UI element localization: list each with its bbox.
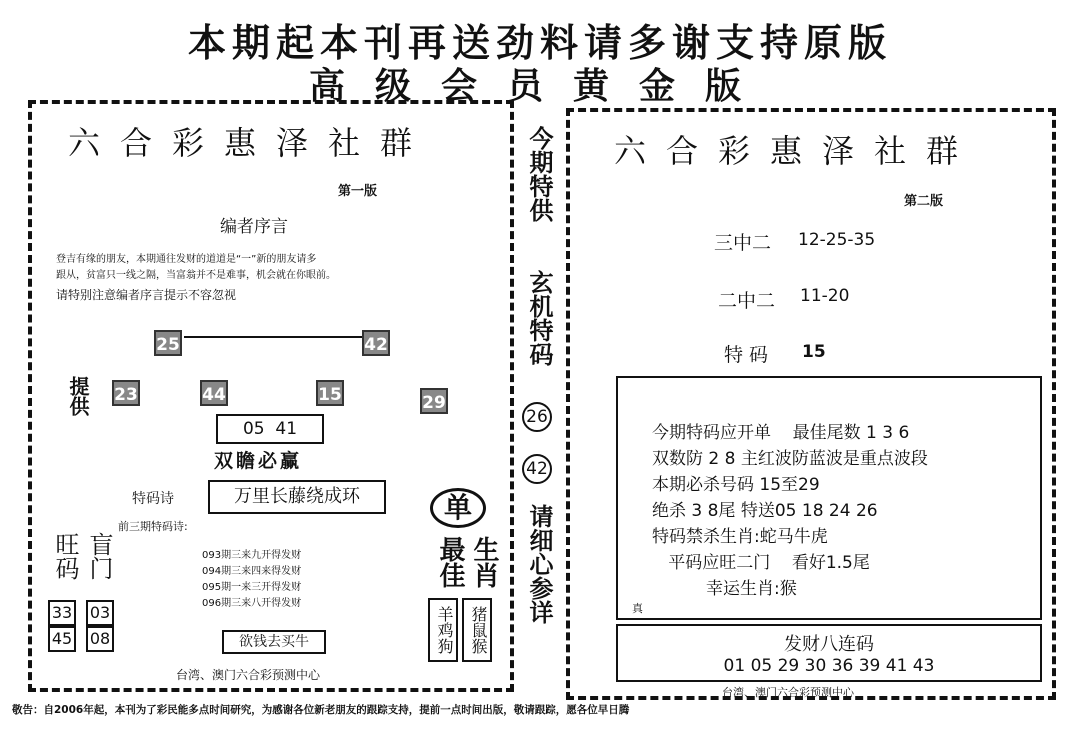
left-edition: 第一版 bbox=[338, 184, 378, 199]
info-line-6: 平码应旺二门 看好1.5尾 bbox=[652, 553, 870, 573]
zodiac-box-b: 猪鼠猴 bbox=[462, 598, 492, 662]
provide-number-4: 29 bbox=[420, 388, 448, 414]
row3-label: 特 码 bbox=[724, 344, 769, 366]
footer-note: 敬告：自2006年起，本刊为了彩民能多点时间研究，为感谢各位新老朋友的跟踪支持，提前一点时间出版，敬请跟踪，愿各位早日腾 bbox=[12, 704, 630, 716]
pair-box: 05 41 bbox=[216, 414, 324, 444]
prev-poem-1: 093期三来九开得发财 bbox=[202, 550, 302, 561]
header-line2: 高级会员黄金版 bbox=[308, 66, 771, 107]
info-line-1: 今期特码应开单 最佳尾数 1 3 6 bbox=[652, 423, 910, 443]
zodiac-box-a: 羊鸡狗 bbox=[428, 598, 458, 662]
info-corner-text: 真 bbox=[632, 602, 643, 615]
info-line-4: 绝杀 3 8尾 特送05 18 24 26 bbox=[652, 501, 878, 521]
info-box bbox=[616, 376, 1042, 620]
prosper-number-2: 45 bbox=[48, 626, 76, 652]
middle-bottom-text: 请细心参详 bbox=[525, 504, 553, 624]
blind-label: 盲门 bbox=[85, 532, 113, 580]
left-panel bbox=[28, 100, 514, 692]
eight-box bbox=[616, 624, 1042, 682]
prev-poem-2: 094期三来四来得发财 bbox=[202, 566, 302, 577]
preface-line1: 登吉有缘的朋友，本期通往发财的道道是“一”新的朋友请多 bbox=[56, 254, 317, 265]
provide-label: 提供 bbox=[66, 376, 90, 416]
info-line-2: 双数防 2 8 主红波防蓝波是重点波段 bbox=[652, 449, 928, 469]
info-line-3: 本期必杀号码 15至29 bbox=[652, 475, 820, 495]
slogan-box: 欲钱去买牛 bbox=[222, 630, 326, 654]
prosper-number-1: 33 bbox=[48, 600, 76, 626]
right-center-name: 台湾、澳门六合彩预测中心 bbox=[722, 686, 854, 699]
range-right-number: 42 bbox=[362, 330, 390, 356]
row1-value: 12-25-35 bbox=[798, 230, 876, 250]
double-win: 双瞻必赢 bbox=[214, 450, 303, 472]
row3-value: 15 bbox=[802, 342, 826, 362]
info-line-7: 幸运生肖:猴 bbox=[652, 579, 797, 599]
provide-number-1: 23 bbox=[112, 380, 140, 406]
eight-numbers: 01 05 29 30 36 39 41 43 bbox=[723, 656, 935, 676]
prev-poem-3: 095期一来三开得发财 bbox=[202, 582, 302, 593]
range-line bbox=[184, 336, 362, 338]
right-panel bbox=[566, 108, 1056, 700]
middle-circle-2: 42 bbox=[522, 454, 552, 484]
provide-number-2: 44 bbox=[200, 380, 228, 406]
info-line-5: 特码禁杀生肖:蛇马牛虎 bbox=[652, 527, 828, 547]
prosper-label: 旺码 bbox=[51, 532, 79, 580]
single-circle: 单 bbox=[430, 488, 486, 528]
middle-circle-1: 26 bbox=[522, 402, 552, 432]
poem-box: 万里长藤绕成环 bbox=[208, 480, 386, 514]
preface-line2: 跟从，贫富只一线之隔，当富翁并不是难事，机会就在你眼前。 bbox=[56, 270, 336, 281]
provide-number-3: 15 bbox=[316, 380, 344, 406]
blind-number-1: 03 bbox=[86, 600, 114, 626]
middle-mid-text: 玄机特码 bbox=[525, 270, 553, 366]
blind-number-2: 08 bbox=[86, 626, 114, 652]
left-center-name: 台湾、澳门六合彩预测中心 bbox=[176, 668, 321, 682]
prev-poem-4: 096期三来八开得发财 bbox=[202, 598, 302, 609]
row2-value: 11-20 bbox=[800, 286, 850, 306]
poem-label: 特码诗 bbox=[132, 491, 174, 507]
right-title: 六合彩惠泽社群 bbox=[614, 132, 979, 170]
range-left-number: 25 bbox=[154, 330, 182, 356]
preface-title: 编者序言 bbox=[220, 217, 288, 237]
header-line1: 本期起本刊再送劲料请多谢支持原版 bbox=[187, 21, 892, 65]
left-title: 六合彩惠泽社群 bbox=[68, 124, 433, 162]
prev-poem-label: 前三期特码诗: bbox=[118, 520, 188, 533]
notice-text: 请特别注意编者序言提示不容忽视 bbox=[56, 288, 237, 302]
zodiac-label: 生肖 bbox=[469, 536, 499, 588]
row1-label: 三中二 bbox=[714, 232, 772, 254]
row2-label: 二中二 bbox=[718, 290, 776, 312]
best-label: 最佳 bbox=[435, 536, 465, 588]
middle-top-text: 今期特供 bbox=[525, 126, 553, 222]
right-edition: 第二版 bbox=[904, 194, 944, 209]
eight-title: 发财八连码 bbox=[784, 634, 874, 655]
